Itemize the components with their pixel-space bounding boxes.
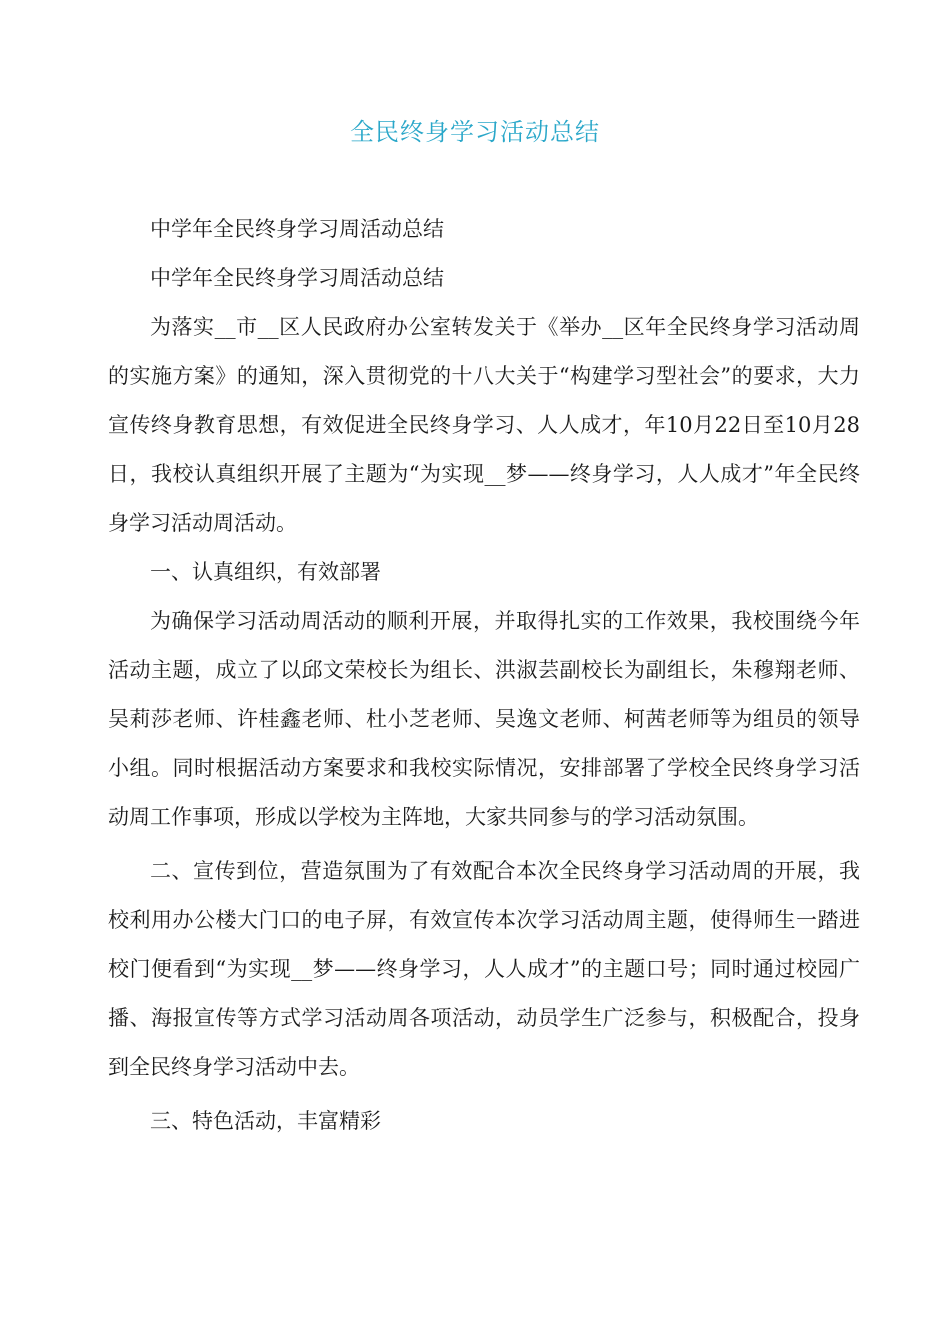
document-title: 全民终身学习活动总结	[350, 118, 600, 146]
document-body	[108, 205, 860, 1146]
paragraph-section-2: 二、宣传到位，营造氛围为了有效配合本次全民终身学习活动周的开展，我校利用办公楼大门口的电子屏，有效宣传本次学习活动周主题，使得师生一踏进校门便看到“为实现__梦——终身学习，人人成才”的主题口号；同时通过校园广播、海报宣传等方式学习活动周各项活动，动员学生广泛参与，积极配合，投身到全民终身学习活动中去。	[108, 859, 860, 1079]
section-heading-3: 三、特色活动，丰富精彩	[150, 1109, 381, 1133]
paragraph-section-1: 为确保学习活动周活动的顺利开展，并取得扎实的工作效果，我校围绕今年活动主题，成立了以邱文荣校长为组长、洪淑芸副校长为副组长，朱穆翔老师、吴莉莎老师、许桂鑫老师、杜小芝老师、吴逸文老师、柯茜老师等为组员的领导小组。同时根据活动方案要求和我校实际情况，安排部署了学校全民终身学习活动周工作事项，形成以学校为主阵地，大家共同参与的学习活动氛围。	[108, 609, 860, 829]
section-heading-1: 一、认真组织，有效部署	[150, 560, 381, 584]
paragraph-subtitle-1: 中学年全民终身学习周活动总结	[150, 217, 444, 241]
paragraph-intro: 为落实__市__区人民政府办公室转发关于《举办__区年全民终身学习活动周的实施方案》的通知，深入贯彻党的十八大关于“构建学习型社会”的要求，大力宣传终身教育思想，有效促进全民终身学习、人人成才，年10月22日至10月28日，我校认真组织开展了主题为“为实现__梦——终身学习，人人成才”年全民终身学习活动周活动。	[108, 315, 860, 535]
paragraph-subtitle-2: 中学年全民终身学习周活动总结	[150, 266, 444, 290]
